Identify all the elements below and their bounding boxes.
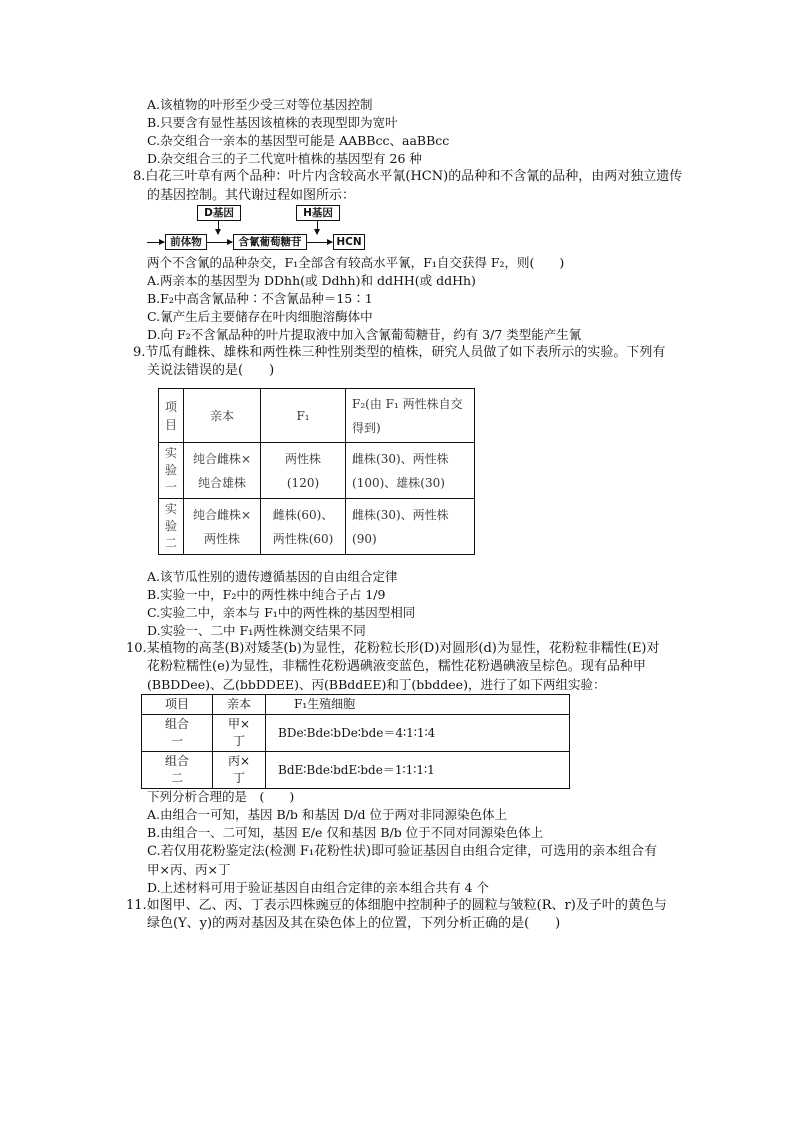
q10-option-a: A.由组合一可知，基因 B/b 和基因 D/d 位于两对非同源染色体上 [147,807,508,822]
q7-option-a: A.该植物的叶形至少受三对等位基因控制 [147,97,373,112]
hcn-box: HCN [333,234,365,250]
q10-prompt: 下列分析合理的是 ( ) [147,789,295,804]
q9-row1-parent: 纯合雌株× 纯合雄株 [184,443,261,499]
q10-option-b: B.由组合一、二可知，基因 E/e 仅和基因 B/b 位于不同对同源染色体上 [147,825,544,840]
q10-option-d: D.上述材料可用于验证基因自由组合定律的亲本组合共有 4 个 [147,880,489,895]
q9-header-item: 项目 [159,389,184,443]
q9-row1-f1: 两性株 (120) [261,443,346,499]
q10-row2-gametes: BdE∶Bde∶bdE∶bde＝1∶1∶1∶1 [266,752,570,789]
q9-row2-f2: 雌株(30)、两性株 (90) [346,499,475,555]
q10-stem-line1: 10.某植物的高茎(B)对矮茎(b)为显性，花粉粒长形(D)对圆形(d)为显性，花粉粒非糯性(E)对 [126,641,660,656]
step2-arrow [306,242,332,243]
q10-row2-item: 组合 二 [142,752,213,789]
gene-h-arrow [317,220,318,234]
q10-stem-line3: (BBDDee)、乙(bbDDEE)、丙(BBddEE)和丁(bbddee)，进行了如下两组实验： [147,677,606,692]
q10-table [141,694,570,789]
step1-arrow [206,242,232,243]
q10-header-gametes: F₁生殖细胞 [266,695,570,715]
q8-option-c: C.氰产生后主要储存在叶肉细胞溶酶体中 [147,309,373,324]
q9-option-a: A.该节瓜性别的遗传遵循基因的自由组合定律 [147,569,398,584]
q9-table [158,388,475,555]
q10-header-parent: 亲本 [213,695,266,715]
intermediate-box: 含氰葡萄糖苷 [233,234,307,250]
q9-row1-f2: 雌株(30)、两性株 (100)、雄株(30) [346,443,475,499]
q8-option-b: B.F₂中高含氰品种∶不含氰品种＝15∶1 [147,291,373,306]
q9-option-c: C.实验二中，亲本与 F₁中的两性株的基因型相同 [147,605,416,620]
q9-row2-f1: 雌株(60)、 两性株(60) [261,499,346,555]
q8-stem-line3: 两个不含氰的品种杂交，F₁全部含有较高水平氰，F₁自交获得 F₂，则( ) [147,255,565,270]
q10-row1-gametes: BDe∶Bde∶bDe∶bde＝4∶1∶1∶4 [266,715,570,752]
q8-option-a: A.两亲本的基因型为 DDhh(或 Ddhh)和 ddHH(或 ddHh) [147,273,476,288]
q9-row2-item: 实验二 [159,499,184,555]
q7-option-c: C.杂交组合一亲本的基因型可能是 AABBcc、aaBBcc [147,133,450,148]
precursor-box: 前体物 [165,234,207,250]
q9-header-f2: F₂(由 F₁ 两性株自交得到) [346,389,475,443]
q9-stem-line2: 关说法错误的是( ) [147,363,275,378]
q9-option-d: D.实验一、二中 F₁两性株测交结果不同 [147,623,366,638]
q10-row1-item: 组合 一 [142,715,213,752]
input-arrow [147,242,164,243]
q8-stem-line1: 8.白花三叶草有两个品种：叶片内含较高水平氰(HCN)的品种和不含氰的品种，由两对独立遗传 [133,169,683,184]
q11-stem-line2: 绿色(Y、y)的两对基因及其在染色体上的位置，下列分析正确的是( ) [147,916,561,931]
q10-stem-line2: 花粉粒糯性(e)为显性，非糯性花粉遇碘液变蓝色，糯性花粉遇碘液呈棕色。现有品种甲 [147,659,646,674]
q9-row2-parent: 纯合雌株× 两性株 [184,499,261,555]
q8-stem-line2: 的基因控制。其代谢过程如图所示： [147,188,356,203]
q8-option-d: D.向 F₂不含氰品种的叶片提取液中加入含氰葡萄糖苷，约有 3/7 类型能产生氰 [147,327,582,342]
q10-option-c-cont: 甲×丙、丙×丁 [147,862,231,877]
q9-row1-item: 实验一 [159,443,184,499]
q10-header-item: 项目 [142,695,213,715]
q9-header-parent: 亲本 [184,389,261,443]
gene-d-box: D基因 [197,205,241,221]
q9-option-b: B.实验一中，F₂中的两性株中纯合子占 1/9 [147,587,386,602]
q9-stem-line1: 9.节瓜有雌株、雄株和两性株三种性别类型的植株，研究人员做了如下表所示的实验。下列有 [133,345,666,360]
q7-option-b: B.只要含有显性基因该植株的表现型即为宽叶 [147,115,398,130]
q9-header-f1: F₁ [261,389,346,443]
q7-option-d: D.杂交组合三的子二代宽叶植株的基因型有 26 种 [147,151,422,166]
gene-h-box: H基因 [296,205,340,221]
q11-stem-line1: 11.如图甲、乙、丙、丁表示四株豌豆的体细胞中控制种子的圆粒与皱粒(R、r)及子叶的黄色与 [126,898,667,913]
q10-row1-parent: 甲× 丁 [213,715,266,752]
q10-option-c: C.若仅用花粉鉴定法(检测 F₁花粉性状)即可验证基因自由组合定律，可选用的亲本组合有 [147,844,658,859]
gene-d-arrow [218,220,219,234]
q10-row2-parent: 丙× 丁 [213,752,266,789]
